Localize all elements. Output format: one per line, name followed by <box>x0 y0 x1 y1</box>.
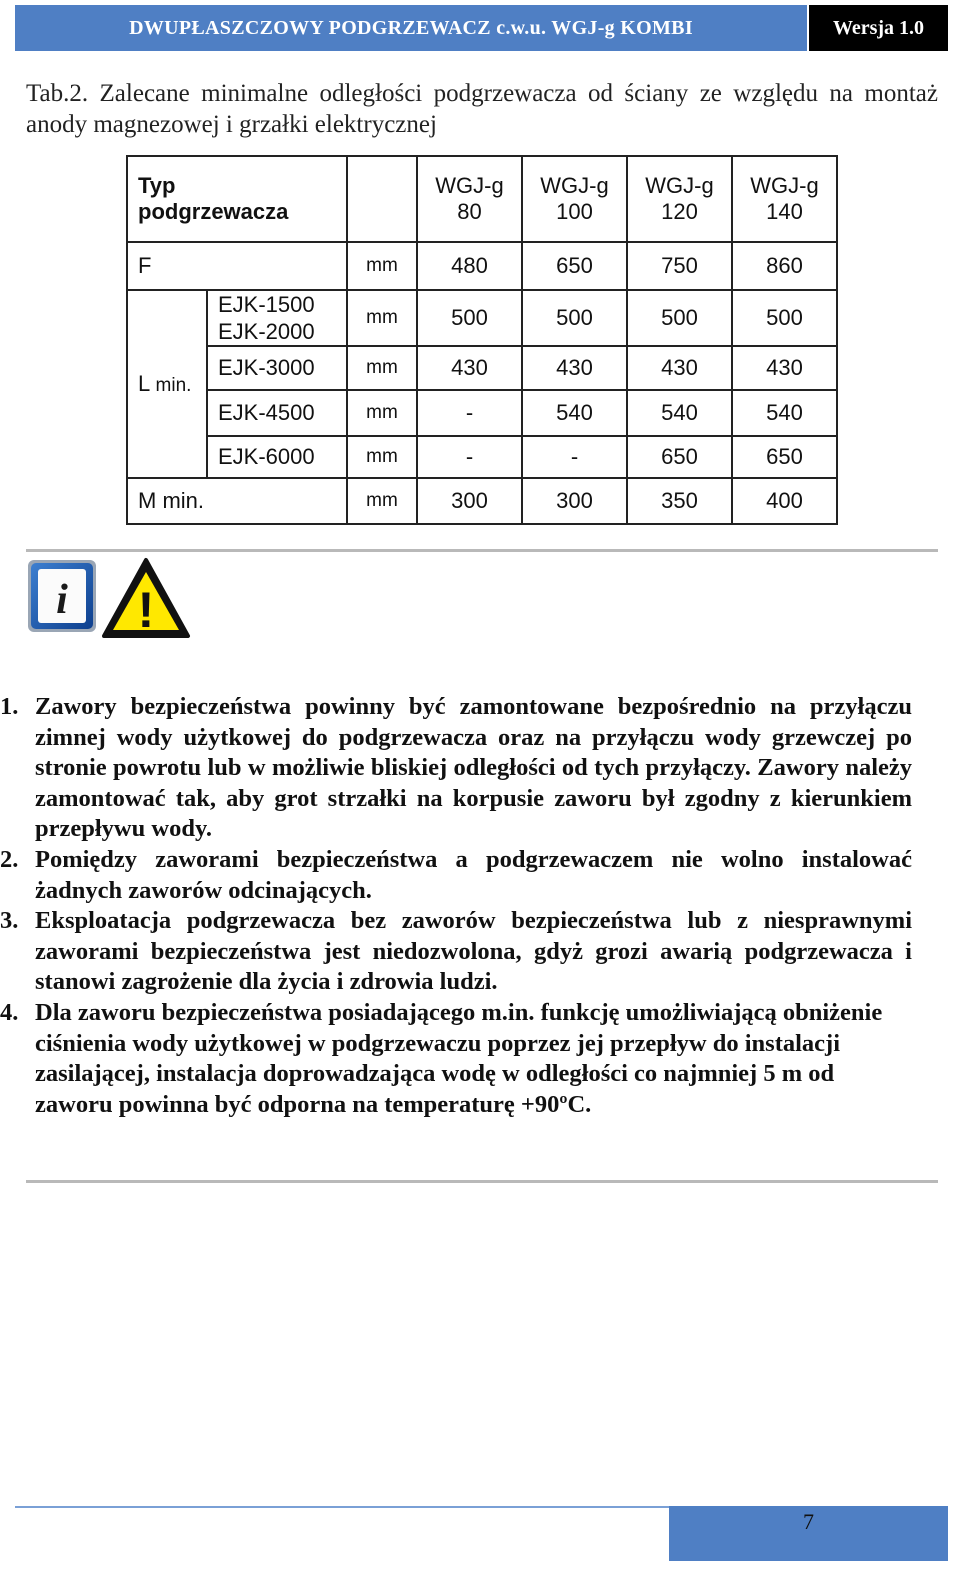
model-header <box>417 156 522 242</box>
header-type-line2: podgrzewacza <box>138 199 289 224</box>
section-divider <box>26 549 938 552</box>
table-cell: 860 <box>732 242 837 290</box>
model-size: 140 <box>766 199 803 224</box>
table-header-row <box>127 156 837 242</box>
table-row-m <box>127 478 837 524</box>
warning-icon <box>100 556 192 640</box>
table-cell: 350 <box>627 478 732 524</box>
model-size: 80 <box>457 199 482 224</box>
l-label: L <box>138 371 150 396</box>
table-cell: 650 <box>522 242 627 290</box>
table-cell: 540 <box>522 390 627 436</box>
distance-table <box>126 155 838 525</box>
table-cell: 300 <box>417 478 522 524</box>
note-text: Pomiędzy zaworami bezpieczeństwa a podgrzewaczem nie wolno instalować żadnych zaworów odcinających. <box>35 845 912 904</box>
model-name: WGJ-g <box>645 173 714 198</box>
model-header <box>732 156 837 242</box>
note-number: 1. <box>0 693 19 720</box>
safety-notes <box>0 692 912 1120</box>
table-cell: 500 <box>627 290 732 346</box>
section-divider <box>26 1180 938 1183</box>
table-cell: - <box>522 436 627 478</box>
heater-name-cell <box>207 290 347 346</box>
note-number: 3. <box>0 907 19 935</box>
table-caption: Tab.2. Zalecane minimalne odległości podgrzewacza od ściany ze względu na montaż anody magnezowej i grzałki elektrycznej <box>26 80 938 138</box>
page-number-box <box>669 1506 948 1561</box>
model-size: 100 <box>556 199 593 224</box>
table-cell: 430 <box>522 346 627 390</box>
table-cell: 430 <box>627 346 732 390</box>
header-title: DWUPŁASZCZOWY PODGRZEWACZ c.w.u. WGJ-g KOMBI <box>15 5 807 51</box>
page-number: 7 <box>803 1509 814 1534</box>
heater-name: EJK-2000 <box>218 319 315 344</box>
table-cell: 650 <box>627 436 732 478</box>
list-item <box>0 906 912 998</box>
heater-name: EJK-3000 <box>207 346 347 390</box>
table-cell: - <box>417 436 522 478</box>
footer-line <box>15 1506 669 1508</box>
model-header <box>627 156 732 242</box>
table-cell: 500 <box>522 290 627 346</box>
header-version: Wersja 1.0 <box>809 5 948 51</box>
table-row-l <box>127 436 837 478</box>
row-label: F <box>127 242 347 290</box>
header-unit-cell <box>347 156 417 242</box>
heater-name: EJK-4500 <box>207 390 347 436</box>
model-name: WGJ-g <box>750 173 819 198</box>
table-cell: 300 <box>522 478 627 524</box>
list-item <box>0 998 912 1120</box>
heater-name: EJK-1500 <box>218 292 315 317</box>
info-icon <box>26 558 98 636</box>
model-name: WGJ-g <box>435 173 504 198</box>
row-unit: mm <box>347 478 417 524</box>
list-item <box>0 845 912 906</box>
note-number: 4. <box>0 998 19 1026</box>
row-unit: mm <box>347 290 417 346</box>
table-cell: 400 <box>732 478 837 524</box>
note-number: 2. <box>0 845 19 873</box>
table-row-l <box>127 290 837 346</box>
table-cell: 430 <box>732 346 837 390</box>
table-row-l <box>127 346 837 390</box>
page-header <box>15 5 948 51</box>
info-glyph: i <box>56 577 68 623</box>
row-unit: mm <box>347 346 417 390</box>
note-text: Zawory bezpieczeństwa powinny być zamontowane bezpośrednio na przyłączu zimnej wody użytkowej do podgrzewacza oraz na przyłączu wody grzewczej po stronie powrotu lub w możliwie bliskiej odległości od tych przyłączy. Zawory należy zamontować tak, aby grot strzałki na korpusie zaworu był zgodny z kierunkiem przepływu wody. <box>35 693 912 843</box>
row-unit: mm <box>347 242 417 290</box>
model-name: WGJ-g <box>540 173 609 198</box>
table-cell: 650 <box>732 436 837 478</box>
l-min-suffix: min. <box>155 375 192 396</box>
table-cell: 430 <box>417 346 522 390</box>
l-min-label <box>127 290 207 478</box>
table-cell: 500 <box>417 290 522 346</box>
heater-name: EJK-6000 <box>207 436 347 478</box>
table-row-l <box>127 390 837 436</box>
model-size: 120 <box>661 199 698 224</box>
model-header <box>522 156 627 242</box>
table-cell: 540 <box>627 390 732 436</box>
header-type-line1: Typ <box>138 173 176 198</box>
row-unit: mm <box>347 390 417 436</box>
table-cell: 540 <box>732 390 837 436</box>
header-type-cell <box>127 156 347 242</box>
note-text: Eksploatacja podgrzewacza bez zaworów bezpieczeństwa lub z niesprawnymi zaworami bezpieczeństwa jest niedozwolona, gdyż grozi awarią podgrzewacza i stanowi zagrożenie dla życia i zdrowia ludzi. <box>35 907 912 996</box>
table-cell: 480 <box>417 242 522 290</box>
table-cell: 500 <box>732 290 837 346</box>
note-text: Dla zaworu bezpieczeństwa posiadającego m.in. funkcję umożliwiającą obniżenie ciśnienia wody użytkowej w podgrzewaczu poprzez jej przepływ do instalacji zasilającej, instalacja doprowadzająca wodę w odległości co najmniej 5 m od zaworu powinna być odporna na temperaturę +90ºC. <box>35 998 883 1118</box>
warning-glyph: ! <box>137 582 155 638</box>
table-cell: 750 <box>627 242 732 290</box>
list-item <box>0 692 912 845</box>
row-label: M min. <box>127 478 347 524</box>
table-cell: - <box>417 390 522 436</box>
row-unit: mm <box>347 436 417 478</box>
table-row-f <box>127 242 837 290</box>
